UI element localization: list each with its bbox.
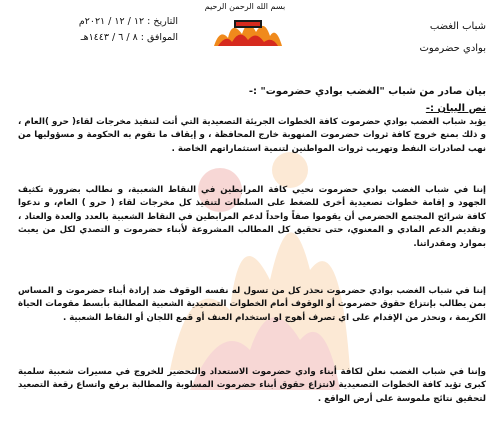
organization-name	[366, 16, 486, 60]
org-line-1: شباب الغضب	[429, 21, 486, 32]
statement-title: بيان صادر من شباب "الغضب بوادي حضرموت" :-	[248, 86, 486, 97]
organization-logo	[212, 14, 284, 48]
date-gregorian: التاريخ : ١٢ / ١٢ / ٢٠٢١م	[78, 16, 178, 27]
paragraph-1: يؤيد شباب الغضب بوادي حضرموت كافة الخطوات الجريئة التصعيدية التي أتت لتنفيذ مخرجات لقاء( حرو )العام ، و ذلك بمنع خروج كافة ثروات حضرموت المنهوبة خارج المحافظة ، و إيقاف ما تقوم به الحكومة و مسؤوليها من نهب لصادرات النفط وتهريب ثروات المواطنين لتنمية استثماراتهم الخاصة .	[18, 117, 486, 154]
date-block	[48, 14, 178, 46]
paragraph-4: وإننا في شباب الغضب نعلن لكافة أبناء وادي حضرموت الاستعداد والتحضير للخروج في مسيرات شعبية سلمية كبرى تؤيد كافة الخطوات التصعيدية لانتزاع حقوق أبناء حضرموت المسلوبة والمطالبة برفع واتساع رقعة التصعيد لتحقيق نتائج ملموسة على أرض الواقع .	[18, 367, 486, 404]
paragraph-2: إننا في شباب الغضب بوادي حضرموت نحيي كافة المرابطين في النقاط الشعبية، و نطالب بضرورة تكثيف الجهود و إقامة خطوات تصعيدية أخرى للضغط على السلطات لتنفيذ كل مخرجات لقاء ( حرو ) العام، و ندعوا كافة شرائح المجتمع الحضرمي أن يقوموا صفاً واحداً لدعم المرابطين في النقاط الشعبية بالعدد والعدة والعتاد ، وتقديم الدعم المادي و المعنوي، حتى تحقيق كل المطالب المشروعة لأبناء حضرموت و التصدي لكل من يعبث بموارد ومقدراتنا.	[18, 185, 486, 249]
date-hijri: الموافق : ٨ / ٦ / ١٤٤٣هـ	[80, 32, 178, 43]
basmala: بسم الله الرحمن الرحيم	[204, 2, 286, 11]
statement-subtitle: نص البيان :-	[425, 103, 486, 114]
org-line-2: بوادي حضرموت	[419, 43, 486, 54]
paragraph-3: إننا في شباب الغضب بوادي حضرموت نحذر كل من تسول له نفسه الوقوف ضد إرادة أبناء حضرموت و المساس بمن يطالب بإنتزاع حقوق حضرموت أو الوقوف أمام الخطوات التصعيدية الشعبية المطالبة بأبسط مقومات الحياة الكريمة ، ونحذر من الإقدام على اي تصرف أهوج او استخدام العنف أو قمع اللجان أو النقاط الشعبية .	[18, 286, 486, 323]
